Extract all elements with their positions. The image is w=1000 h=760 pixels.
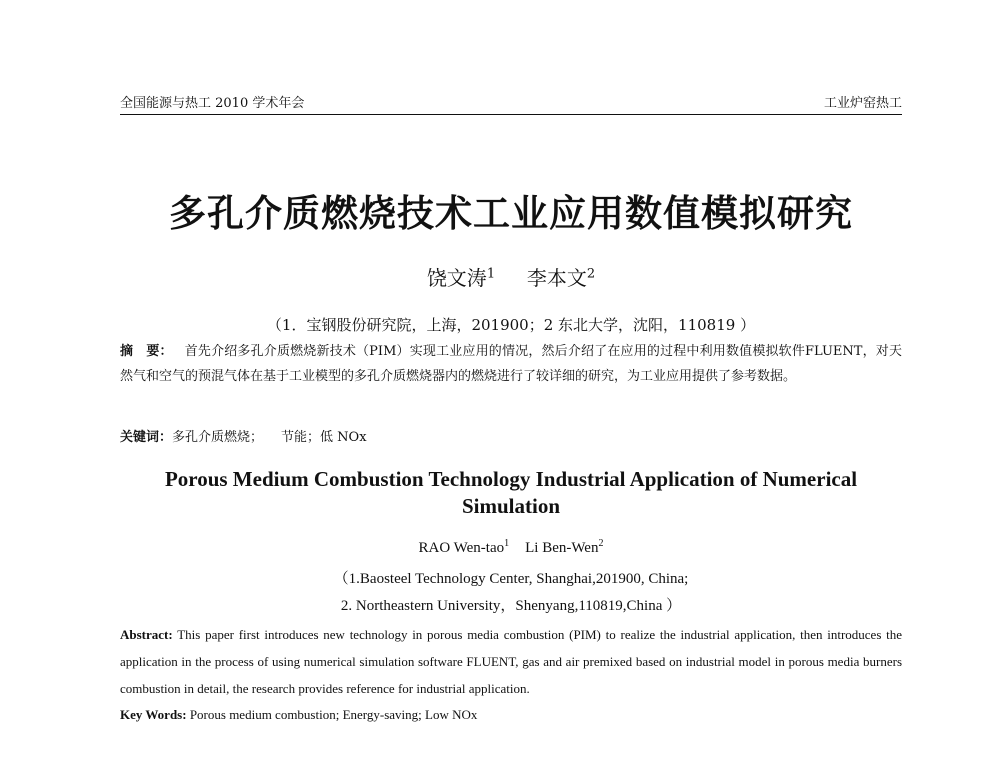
author-en-2: Li Ben-Wen (525, 540, 599, 556)
author-en-1-sup: 1 (504, 538, 510, 549)
keywords-chinese (120, 426, 902, 445)
abstract-en-label: Abstract: (120, 627, 173, 642)
header-section: 工业炉窑热工 (823, 96, 902, 111)
authors-chinese (120, 262, 902, 291)
abstract-cn-label: 摘 要： (120, 344, 173, 359)
affiliation-english-1: （1.Baosteel Technology Center, Shanghai,201900, China; (333, 571, 689, 587)
keywords-english (120, 707, 902, 723)
title-english: Porous Medium Combustion Technology Industrial Application of Numerical Simulation (164, 467, 858, 518)
abstract-cn-text: 首先介绍多孔介质燃烧新技术（PIM）实现工业应用的情况，然后介绍了在应用的过程中利用数值模拟软件FLUENT，对天然气和空气的预混气体在基于工业模型的多孔介质燃烧器内的燃烧进行了较详细的研究，为工业应用提供了参考数据。 (120, 344, 902, 384)
author-cn-2-sup: 2 (586, 266, 596, 282)
keywords-cn-label: 关键词： (120, 430, 173, 445)
keyword-cn-3: 低 NOx (320, 430, 367, 445)
author-en-2-sup: 2 (598, 538, 604, 549)
authors-english (120, 538, 902, 557)
affiliation-chinese: （1．宝钢股份研究院，上海，201900；2 东北大学，沈阳，110819 ） (266, 316, 756, 334)
title-chinese: 多孔介质燃烧技术工业应用数值模拟研究 (169, 191, 853, 235)
author-cn-1: 饶文涛 (426, 266, 487, 290)
author-cn-2: 李本文 (526, 266, 587, 290)
header-conference: 全国能源与热工 2010 学术年会 (120, 96, 305, 111)
abstract-chinese (120, 339, 902, 389)
running-header (120, 88, 902, 115)
abstract-en-text: This paper first introduces new technology in porous media combustion (PIM) to realize the industrial application, then introduces the application in the process of using numerical simulation software FLUENT, gas and air premixed based on industrial model in porous media burners combustion in detail, the research provides reference for industrial application. (120, 627, 903, 696)
author-en-1: RAO Wen-tao (418, 540, 505, 556)
keyword-cn-2: 节能； (281, 430, 321, 445)
author-cn-1-sup: 1 (486, 266, 496, 282)
keywords-en-text: Porous medium combustion; Energy-saving; Low NOx (189, 707, 478, 722)
keyword-cn-1: 多孔介质燃烧； (172, 430, 264, 445)
keywords-en-label: Key Words: (120, 707, 187, 722)
abstract-english (120, 621, 902, 702)
affiliation-english-2: 2. Northeastern University，Shenyang,110819,China ） (340, 598, 682, 614)
